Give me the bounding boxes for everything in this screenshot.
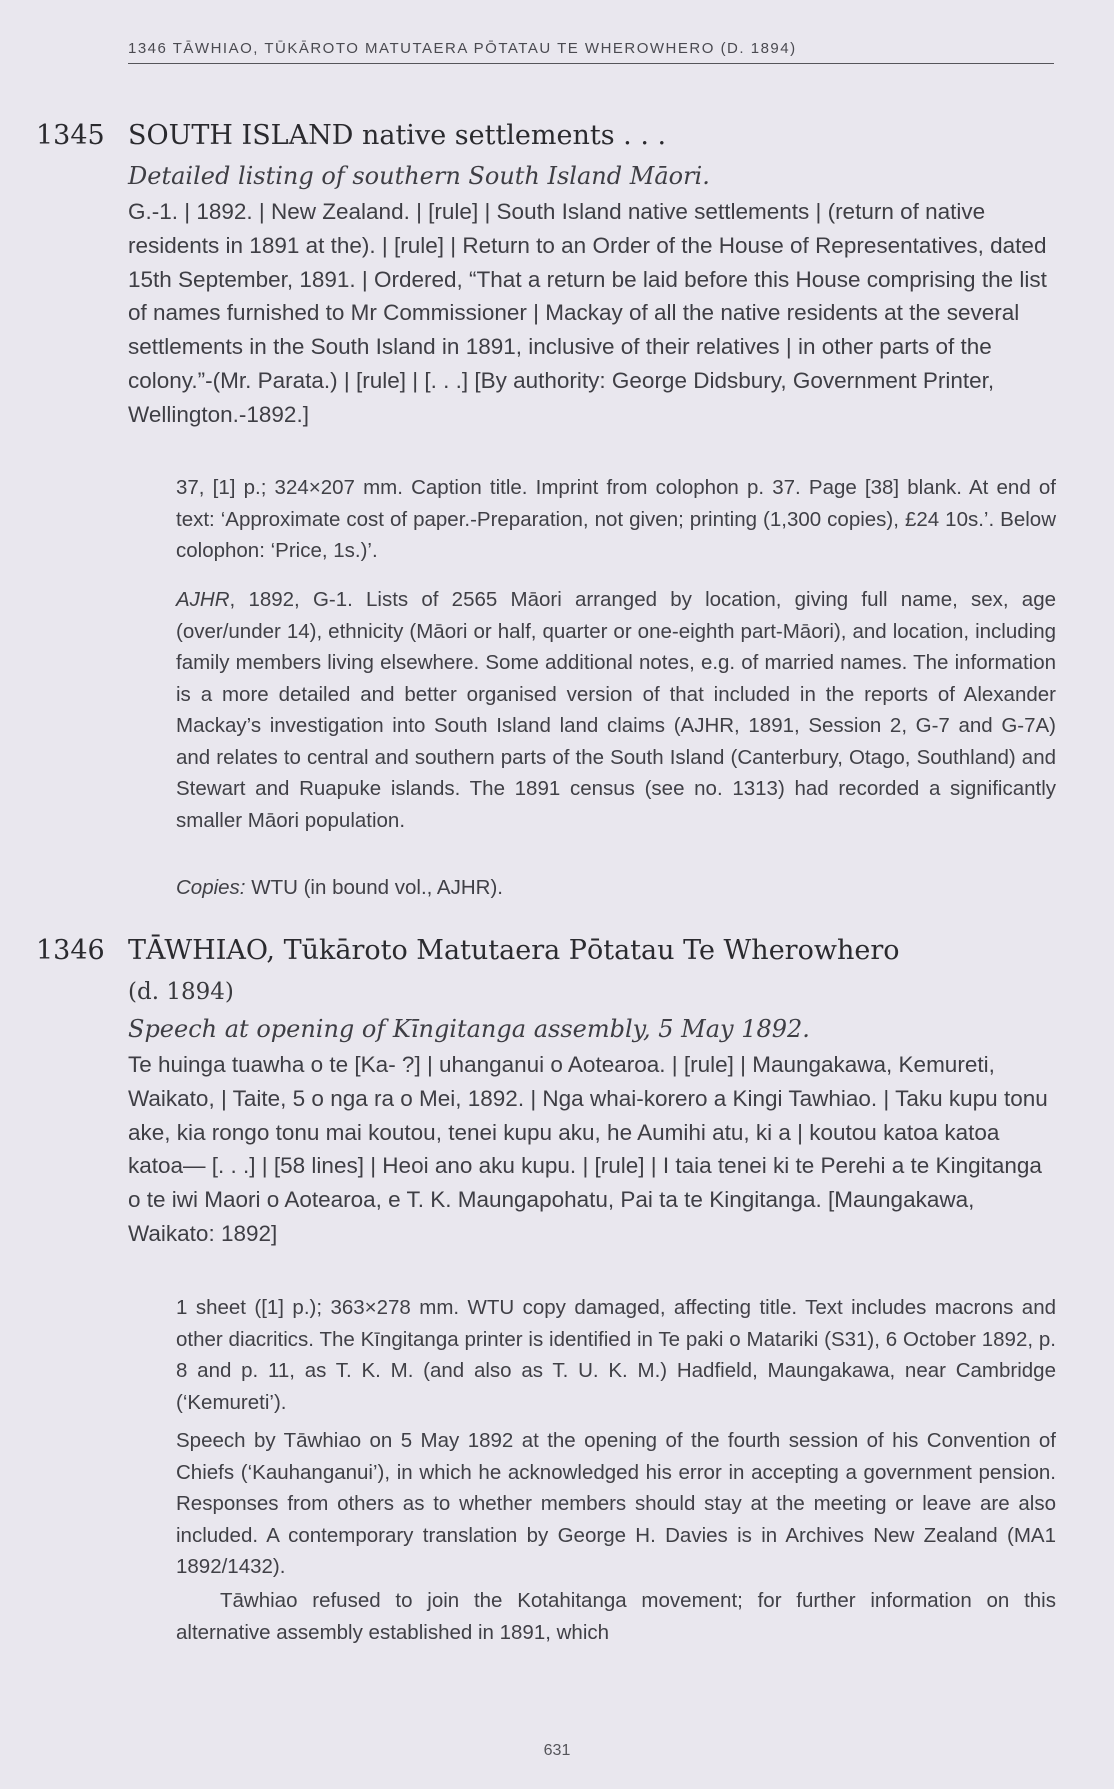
physical-description: 1 sheet ([1] p.); 363×278 mm. WTU copy damaged, affecting title. Text includes macrons and other diacritics. The Kīngitanga printer is identified in Te paki o Matariki (S31), 6 October 1892, p. 8 and p. 11, as T. K. M. (and also as T. U. K. M.) Hadfield, Maungakawa, near Cambridge (‘Kemureti’). [176, 1296, 1056, 1414]
annotation [176, 584, 1056, 836]
transcription: G.-1. | 1892. | New Zealand. | [rule] | South Island native settlements | (return of native residents in 1891 at the). | [rule] | Return to an Order of the House of Representatives, dated 15th September, 1891. | Ordered, “That a return be laid before this House comprising the list of names furnished to Mr Commissioner | Mackay of all the native residents at the several settlements in the South Island in 1891, inclusive of their relatives | in other parts of the colony.”-(Mr. Parata.) | [rule] | [. . .] [By authority: George Didsbury, Government Printer, Wellington.-1892.] [128, 199, 1047, 427]
annotation-text: , 1892, G-1. Lists of 2565 Māori arranged by location, giving full name, sex, age (over/under 14), ethnicity (Māori or half, quarter or one-eighth part-Māori), and location, including family members living elsewhere. Some additional notes, e.g. of married names. The information is a more detailed and better organised version of that included in the reports of Alexander Mackay’s investigation into South Island land claims (AJHR, 1891, Session 2, G-7 and G-7A) and relates to central and southern parts of the South Island (Canterbury, Otago, Southland) and Stewart and Ruapuke islands. The 1891 census (see no. 1313) had recorded a significantly smaller Māori population. [176, 588, 1056, 832]
physical-description: 37, [1] p.; 324×207 mm. Caption title. Imprint from colophon p. 37. Page [38] blank. At end of text: ‘Approximate cost of paper.-Preparation, not given; printing (1,300 copies), £24 10s.’. Below colophon: ‘Price, 1s.)’. [176, 476, 1056, 562]
note-ref: AJHR [176, 588, 230, 611]
transcription: Te huinga tuawha o te [Ka- ?] | uhanganui o Aotearoa. | [rule] | Maungakawa, Kemureti, Waikato, | Taite, 5 o nga ra o Mei, 1892. | Nga whai-korero a Kingi Tawhiao. | Taku kupu tonu ake, kia rongo tonu mai koutou, tenei kupu aku, he Aumihi atu, ki a | koutou katoa katoa katoa— [. . .] | [58 lines] | Heoi ano aku kupu. | [rule] | I taia tenei ki te Perehi a te Kingitanga o te iwi Maori o Aotearoa, e T. K. Maungapohatu, Pai ta te Kingitanga. [Maungakawa, Waikato: 1892] [128, 1052, 1048, 1246]
entry-subtitle: Speech at opening of Kīngitanga assembly, 5 May 1892. [128, 1015, 810, 1043]
entry-title: TĀWHIAO, Tūkāroto Matutaera Pōtatau Te Wherowhero [128, 935, 900, 966]
annotation-continued: Tāwhiao refused to join the Kotahitanga movement; for further information on this alternative assembly established in 1891, which [176, 1589, 1056, 1644]
running-head: 1346 TĀWHIAO, TŪKĀROTO MATUTAERA PŌTATAU TE WHEROWHERO (D. 1894) [128, 40, 1054, 64]
entry-number: 1345 [36, 120, 105, 151]
annotation: Speech by Tāwhiao on 5 May 1892 at the opening of the fourth session of his Convention of Chiefs (‘Kauhanganui’), in which he acknowledged his error in accepting a government pension. Responses from others as to whether members should stay at the meeting or leave are also included. A contemporary translation by George H. Davies is in Archives New Zealand (MA1 1892/1432). [176, 1429, 1056, 1578]
copies [176, 872, 1056, 904]
entry-subtitle: Detailed listing of southern South Island Māori. [128, 162, 710, 190]
entry-dates: (d. 1894) [128, 979, 234, 1005]
copies-text: WTU (in bound vol., AJHR). [251, 876, 503, 899]
copies-label: Copies: [176, 876, 246, 899]
entry-title: SOUTH ISLAND native settlements . . . [128, 120, 667, 151]
entry-number: 1346 [36, 935, 105, 966]
page-number: 631 [543, 1742, 571, 1759]
